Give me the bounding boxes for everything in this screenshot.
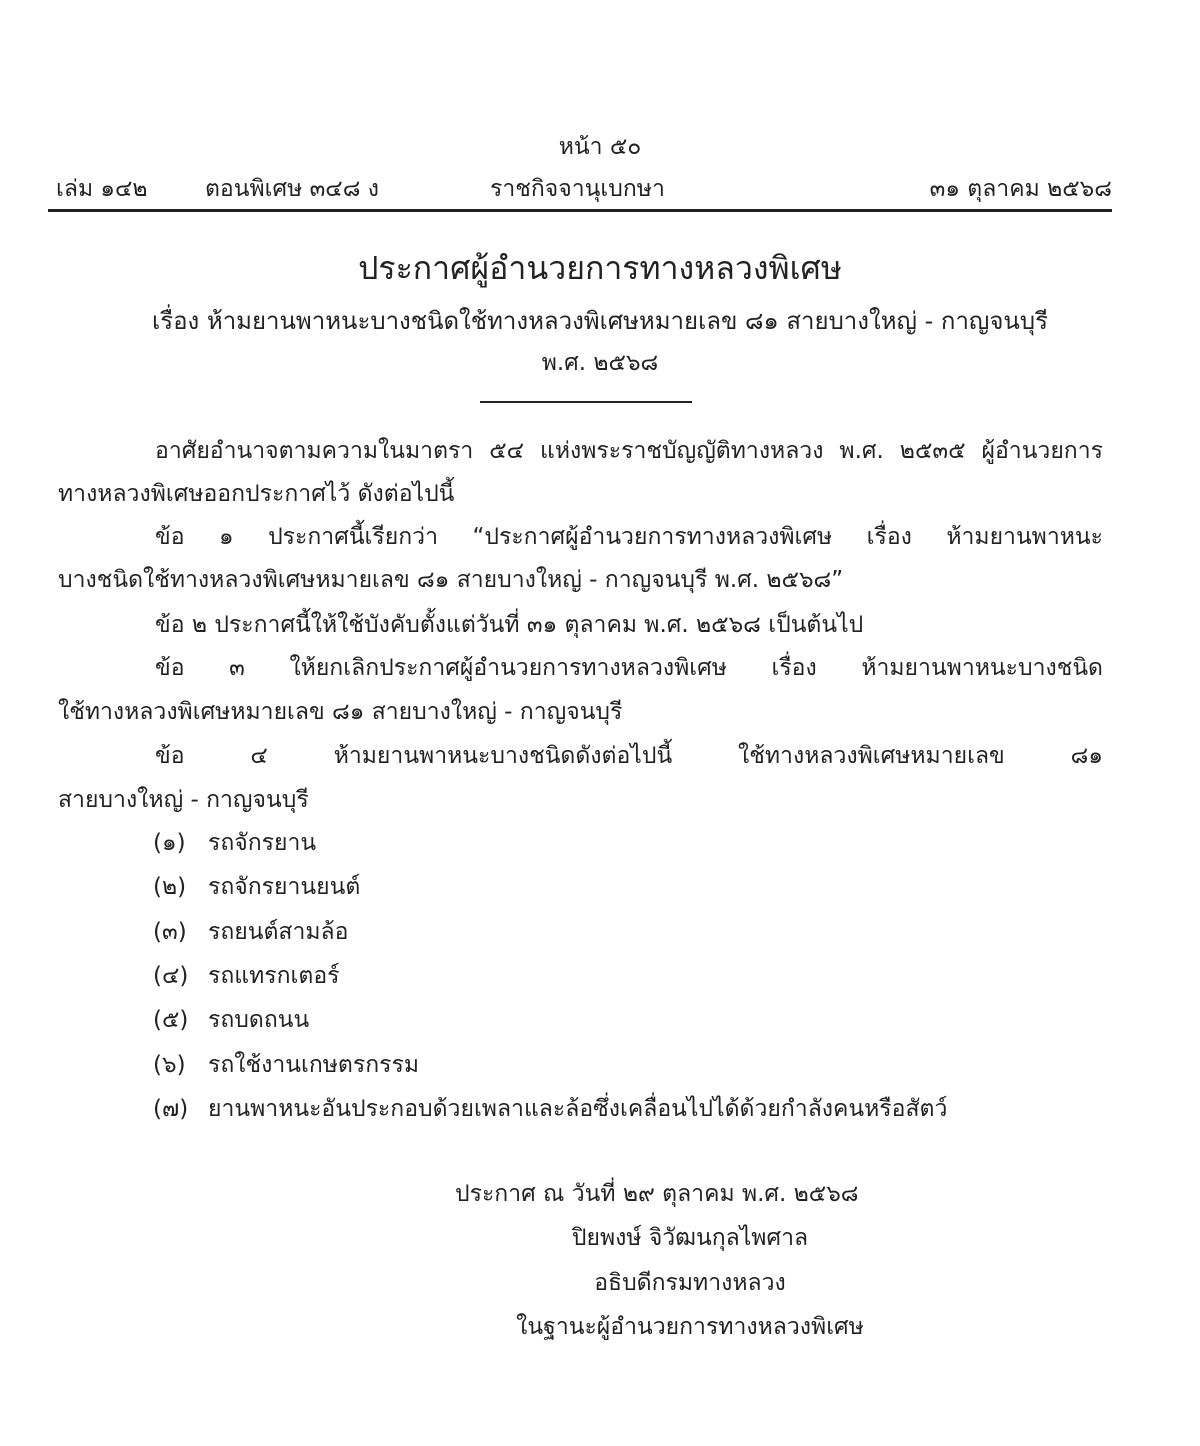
- year: พ.ศ. ๒๕๖๘: [541, 350, 659, 376]
- list-item-text: รถใช้งานเกษตรกรรม: [208, 1051, 420, 1078]
- clause-3-line-1: ข้อ ๓ ให้ยกเลิกประกาศผู้อำนวยการทางหลวงพิเศษ เรื่อง ห้ามยานพาหนะบางชนิด: [155, 655, 1103, 681]
- page-title: ประกาศผู้อำนวยการทางหลวงพิเศษ: [358, 249, 842, 287]
- list-item-text: รถจักรยาน: [208, 830, 317, 856]
- list-item-number: (๔): [153, 962, 189, 989]
- list-item-number: (๕): [153, 1007, 189, 1034]
- gazette-date: ๓๑ ตุลาคม ๒๕๖๘: [929, 176, 1112, 202]
- list-item-number: (๑): [153, 830, 186, 856]
- signatory-name: ปิยพงษ์ จิวัฒนกุลไพศาล: [571, 1225, 809, 1251]
- clause-4-line-1: ข้อ ๔ ห้ามยานพาหนะบางชนิดดังต่อไปนี้ ใช้ทางหลวงพิเศษหมายเลข ๘๑: [155, 743, 1103, 769]
- header-rule: [48, 209, 1112, 212]
- clause-4-line-2: สายบางใหญ่ - กาญจนบุรี: [58, 787, 309, 813]
- signatory-capacity: ในฐานะผู้อำนวยการทางหลวงพิเศษ: [516, 1314, 864, 1340]
- list-item-number: (๒): [153, 874, 187, 901]
- list-item-number: (๓): [153, 918, 187, 945]
- list-item-text: รถจักรยานยนต์: [208, 874, 361, 901]
- list-item-text: ยานพาหนะอันประกอบด้วยเพลาและล้อซึ่งเคลื่อนไปได้ด้วยกำลังคนหรือสัตว์: [208, 1095, 948, 1122]
- list-item-number: (๖): [153, 1051, 186, 1078]
- preamble-line-1: อาศัยอำนาจตามความในมาตรา ๕๔ แห่งพระราชบัญญัติทางหลวง พ.ศ. ๒๕๓๕ ผู้อำนวยการ: [155, 438, 1103, 464]
- title-divider: [480, 401, 692, 403]
- signature-date: ประกาศ ณ วันที่ ๒๙ ตุลาคม พ.ศ. ๒๕๖๘: [455, 1181, 859, 1207]
- gazette-name: ราชกิจจานุเบกษา: [490, 176, 665, 202]
- subject: เรื่อง ห้ามยานพาหนะบางชนิดใช้ทางหลวงพิเศษหมายเลข ๘๑ สายบางใหญ่ - กาญจนบุรี: [152, 307, 1048, 335]
- volume: เล่ม ๑๔๒: [56, 176, 148, 202]
- list-item-text: รถแทรกเตอร์: [208, 962, 340, 989]
- clause-2: ข้อ ๒ ประกาศนี้ให้ใช้บังคับตั้งแต่วันที่ ๓๑ ตุลาคม พ.ศ. ๒๕๖๘ เป็นต้นไป: [155, 612, 864, 638]
- section: ตอนพิเศษ ๓๔๘ ง: [205, 176, 379, 202]
- clause-3-line-2: ใช้ทางหลวงพิเศษหมายเลข ๘๑ สายบางใหญ่ - กาญจนบุรี: [58, 699, 623, 725]
- list-item-number: (๗): [153, 1095, 189, 1122]
- page-number: หน้า ๕๐: [558, 134, 642, 160]
- signatory-position: อธิบดีกรมทางหลวง: [594, 1270, 786, 1296]
- list-item-text: รถยนต์สามล้อ: [208, 918, 349, 945]
- list-item-text: รถบดถนน: [208, 1007, 310, 1034]
- clause-1-line-1: ข้อ ๑ ประกาศนี้เรียกว่า “ประกาศผู้อำนวยการทางหลวงพิเศษ เรื่อง ห้ามยานพาหนะ: [155, 524, 1103, 550]
- clause-1-line-2: บางชนิดใช้ทางหลวงพิเศษหมายเลข ๘๑ สายบางใหญ่ - กาญจนบุรี พ.ศ. ๒๕๖๘”: [58, 567, 844, 593]
- preamble-line-2: ทางหลวงพิเศษออกประกาศไว้ ดังต่อไปนี้: [58, 481, 455, 507]
